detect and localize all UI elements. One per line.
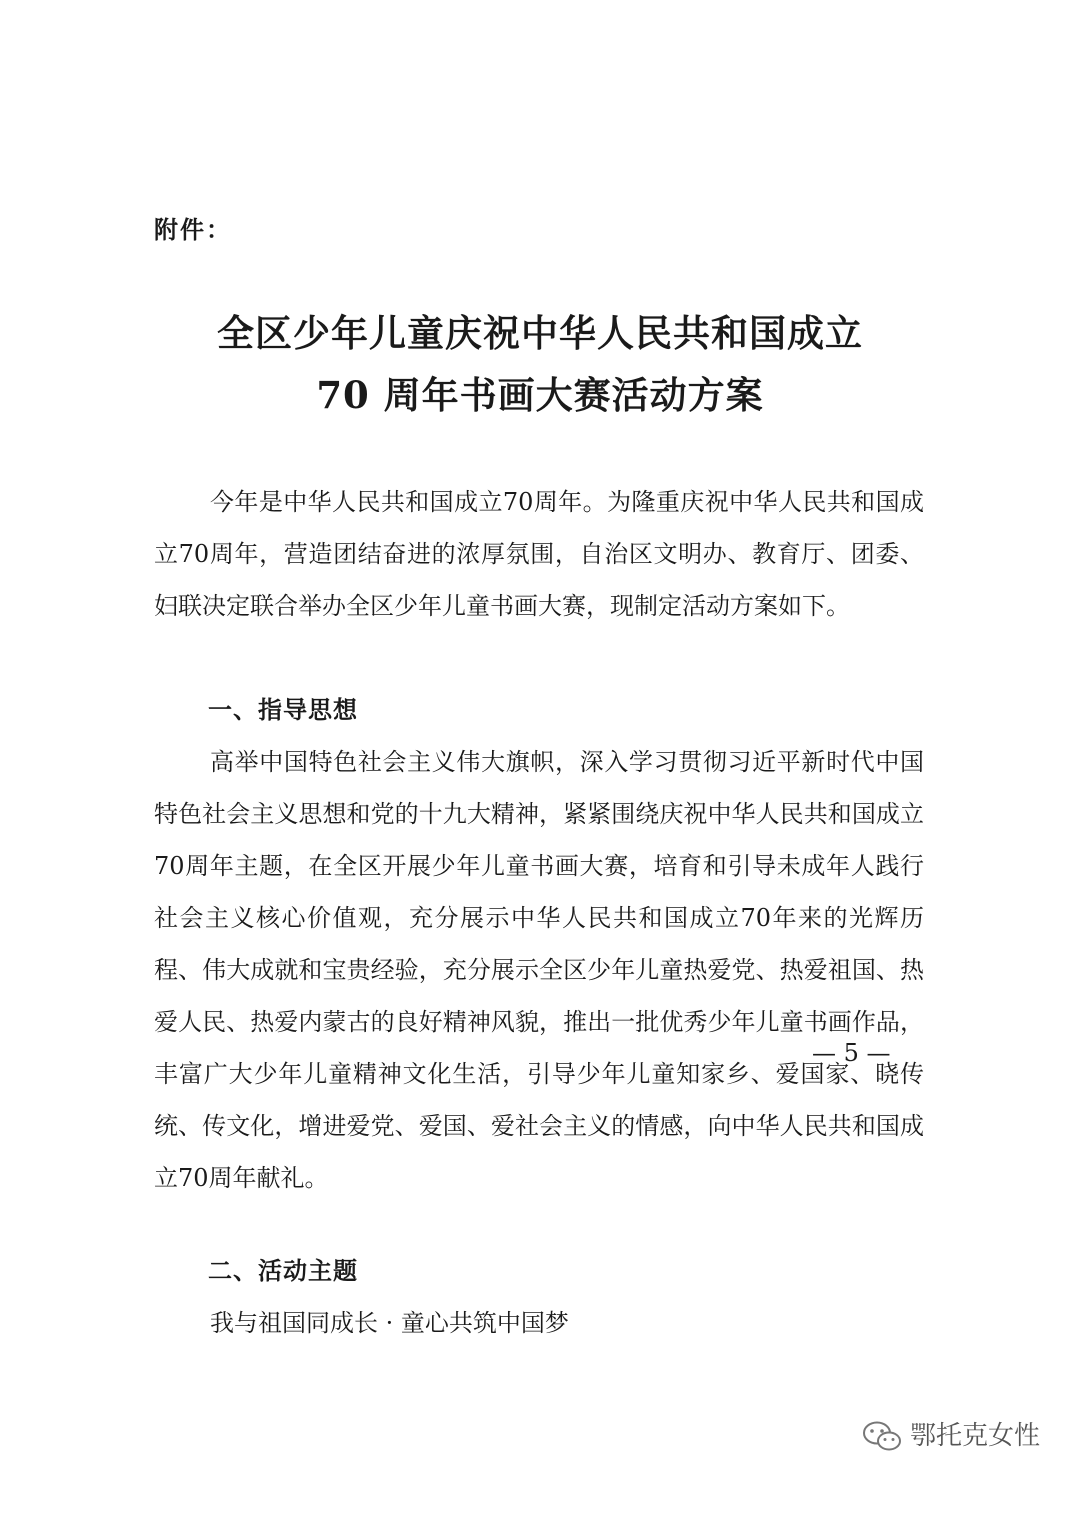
document-title-line-2: 70 周年书画大赛活动方案 — [316, 373, 764, 417]
page-number: — 5 — — [812, 1039, 891, 1067]
section-heading-guiding-ideology: 一、指导思想 — [208, 696, 358, 724]
document-title-line-1: 全区少年儿童庆祝中华人民共和国成立 — [217, 311, 863, 355]
watermark-text: 鄂托克女性 — [910, 1421, 1041, 1451]
activity-theme-text: 我与祖国同成长 · 童心共筑中国梦 — [210, 1309, 569, 1337]
intro-paragraph: 今年是中华人民共和国成立70周年。为隆重庆祝中华人民共和国成立70周年，营造团结奋进的浓厚氛围，自治区文明办、教育厅、团委、妇联决定联合举办全区少年儿童书画大赛，现制定活动方案如下。 — [154, 488, 924, 620]
section-heading-activity-theme: 二、活动主题 — [208, 1257, 358, 1285]
guiding-ideology-paragraph: 高举中国特色社会主义伟大旗帜，深入学习贯彻习近平新时代中国特色社会主义思想和党的十九大精神，紧紧围绕庆祝中华人民共和国成立70周年主题，在全区开展少年儿童书画大赛，培育和引导未成年人践行社会主义核心价值观，充分展示中华人民共和国成立70年来的光辉历程、伟大成就和宝贵经验，充分展示全区少年儿童热爱党、热爱祖国、热爱人民、热爱内蒙古的良好精神风貌，推出一批优秀少年儿童书画作品，丰富广大少年儿童精神文化生活，引导少年儿童知家乡、爱国家、晓传统、传文化，增进爱党、爱国、爱社会主义的情感，向中华人民共和国成立70周年献礼。 — [154, 748, 924, 1192]
wechat-watermark — [860, 1416, 1040, 1456]
attachment-label: 附件： — [154, 216, 232, 244]
wechat-icon — [860, 1418, 904, 1454]
